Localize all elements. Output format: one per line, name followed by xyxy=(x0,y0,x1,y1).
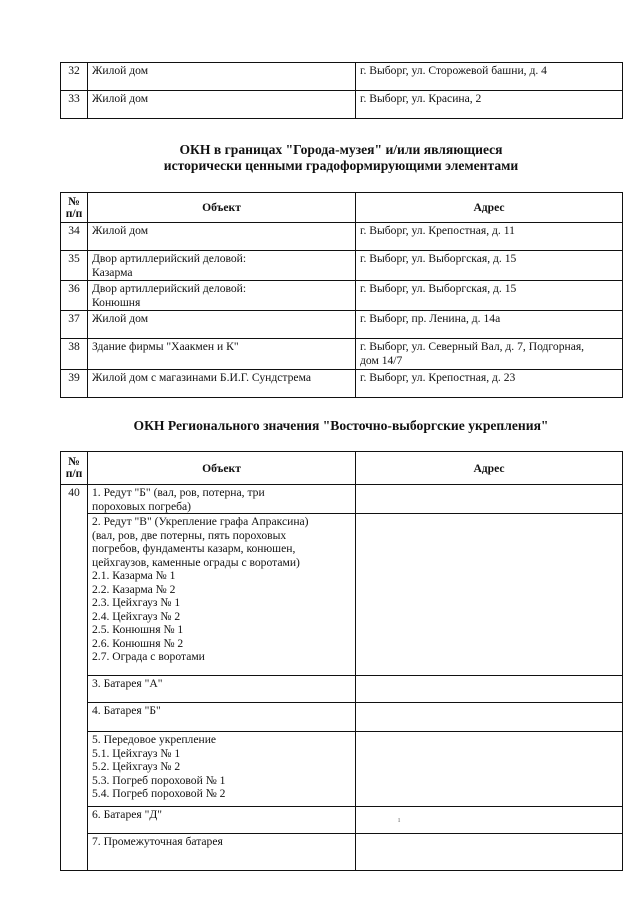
address-line: дом 14/7 xyxy=(360,353,403,367)
row-object xyxy=(88,281,356,311)
object-line: Жилой дом с магазинами Б.И.Г. Сундстрема xyxy=(92,371,311,384)
row-address xyxy=(356,311,623,339)
row-address xyxy=(356,370,623,398)
row-number: 34 xyxy=(61,223,88,251)
list-item xyxy=(88,485,356,514)
object-line: 2. Редут "В" (Укрепление графа Апраксина) xyxy=(92,515,309,528)
object-line: Здание фирмы "Хаакмен и К" xyxy=(92,340,239,353)
object-line: Казарма xyxy=(92,265,133,279)
header-object: Объект xyxy=(88,452,356,485)
address-line: г. Выборг, ул. Выборгская, д. 15 xyxy=(360,252,517,265)
list-item xyxy=(88,514,356,676)
row-address xyxy=(356,485,623,514)
section-heading-regional: ОКН Регионального значения "Восточно-выборгские укрепления" xyxy=(133,418,549,433)
object-line: 2.7. Ограда с воротами xyxy=(92,650,205,663)
header-number-line2: п/п xyxy=(65,206,83,220)
list-item xyxy=(88,703,356,732)
object-line: 5.1. Цейхгауз № 1 xyxy=(92,746,181,760)
row-address: г. Выборг, ул. Сторожевой башни, д. 4 xyxy=(356,63,623,91)
row-address xyxy=(356,281,623,311)
object-line: Жилой дом xyxy=(92,312,149,325)
header-number xyxy=(61,452,88,485)
row-number: 35 xyxy=(61,251,88,281)
list-item xyxy=(88,834,356,871)
section-heading-city-museum xyxy=(60,142,622,174)
city-museum-table xyxy=(60,192,623,398)
regional-fortifications-table xyxy=(60,451,623,871)
object-line: 2.6. Конюшня № 2 xyxy=(92,636,184,650)
object-line: 5.4. Погреб пороховой № 2 xyxy=(92,787,226,800)
object-line: погребов, фундаменты казарм, конюшен, xyxy=(92,542,296,555)
row-number: 40 xyxy=(61,485,88,871)
row-number: 38 xyxy=(61,339,88,370)
row-object: Жилой дом xyxy=(88,91,356,119)
row-number: 36 xyxy=(61,281,88,311)
object-line: 2.1. Казарма № 1 xyxy=(92,569,176,582)
row-address xyxy=(356,514,623,676)
row-address xyxy=(356,339,623,370)
object-line: 3. Батарея "А" xyxy=(92,677,163,690)
row-address: г. Выборг, ул. Красина, 2 xyxy=(356,91,623,119)
object-line: 5.2. Цейхгауз № 2 xyxy=(92,760,181,773)
object-line: Конюшня xyxy=(92,295,141,309)
list-item xyxy=(88,676,356,703)
row-address xyxy=(356,834,623,871)
table-row xyxy=(61,676,623,703)
table-row xyxy=(61,251,623,281)
continuation-table xyxy=(60,62,623,119)
table-row xyxy=(61,311,623,339)
row-address xyxy=(356,732,623,807)
row-number: 33 xyxy=(61,91,88,119)
list-item xyxy=(88,732,356,807)
object-line: цейхгаузов, каменные ограды с воротами) xyxy=(92,555,300,569)
row-object xyxy=(88,223,356,251)
object-line: 2.5. Конюшня № 1 xyxy=(92,623,184,636)
object-line: пороховых погреба) xyxy=(92,499,192,513)
address-line: г. Выборг, ул. Крепостная, д. 11 xyxy=(360,224,515,237)
table-header-row xyxy=(61,452,623,485)
row-number: 32 xyxy=(61,63,88,91)
header-number-line1: № xyxy=(68,455,80,468)
table-row xyxy=(61,485,623,514)
table-row xyxy=(61,807,623,834)
object-line: 1. Редут "Б" (вал, ров, потерна, три xyxy=(92,486,265,499)
row-address xyxy=(356,703,623,732)
object-line: 2.4. Цейхгауз № 2 xyxy=(92,609,181,623)
row-object xyxy=(88,339,356,370)
object-line: Двор артиллерийский деловой: xyxy=(92,282,247,295)
object-line: 6. Батарея "Д" xyxy=(92,808,162,821)
address-line: г. Выборг, пр. Ленина, д. 14а xyxy=(360,312,501,325)
list-item xyxy=(88,807,356,834)
table-row xyxy=(61,63,623,91)
row-object xyxy=(88,251,356,281)
object-line: (вал, ров, две потерны, пять пороховых xyxy=(92,528,287,542)
table-row xyxy=(61,91,623,119)
table-row xyxy=(61,703,623,732)
table-row xyxy=(61,223,623,251)
address-line: г. Выборг, ул. Крепостная, д. 23 xyxy=(360,371,516,384)
address-line: г. Выборг, ул. Выборгская, д. 15 xyxy=(360,282,517,295)
table-row xyxy=(61,281,623,311)
scan-speck: ı xyxy=(398,815,401,824)
row-address xyxy=(356,676,623,703)
object-line: Жилой дом xyxy=(92,224,149,237)
table-row xyxy=(61,514,623,676)
row-object xyxy=(88,370,356,398)
object-line: 7. Промежуточная батарея xyxy=(92,835,223,848)
object-line: Двор артиллерийский деловой: xyxy=(92,252,247,265)
header-number-line1: № xyxy=(68,194,80,208)
row-address xyxy=(356,223,623,251)
object-line: 5.3. Погреб пороховой № 1 xyxy=(92,773,226,787)
object-line: 2.3. Цейхгауз № 1 xyxy=(92,596,181,609)
heading-line: ОКН в границах "Города-музея" и/или являющиеся xyxy=(179,142,503,157)
address-line: г. Выборг, ул. Северный Вал, д. 7, Подгорная, xyxy=(360,340,585,353)
row-address xyxy=(356,807,623,834)
table-header-row xyxy=(61,193,623,223)
object-line: 2.2. Казарма № 2 xyxy=(92,582,176,596)
header-number-line2: п/п xyxy=(65,467,83,480)
heading-line: исторически ценными градоформирующими элементами xyxy=(163,158,519,173)
object-line: 4. Батарея "Б" xyxy=(92,704,161,717)
header-object: Объект xyxy=(88,193,356,223)
row-object: Жилой дом xyxy=(88,63,356,91)
table-row xyxy=(61,339,623,370)
object-line: 5. Передовое укрепление xyxy=(92,733,217,746)
table-row xyxy=(61,732,623,807)
row-number: 37 xyxy=(61,311,88,339)
header-address: Адрес xyxy=(356,452,623,485)
row-object xyxy=(88,311,356,339)
header-number xyxy=(61,193,88,223)
header-address: Адрес xyxy=(356,193,623,223)
table-row xyxy=(61,370,623,398)
row-number: 39 xyxy=(61,370,88,398)
row-address xyxy=(356,251,623,281)
table-row xyxy=(61,834,623,871)
